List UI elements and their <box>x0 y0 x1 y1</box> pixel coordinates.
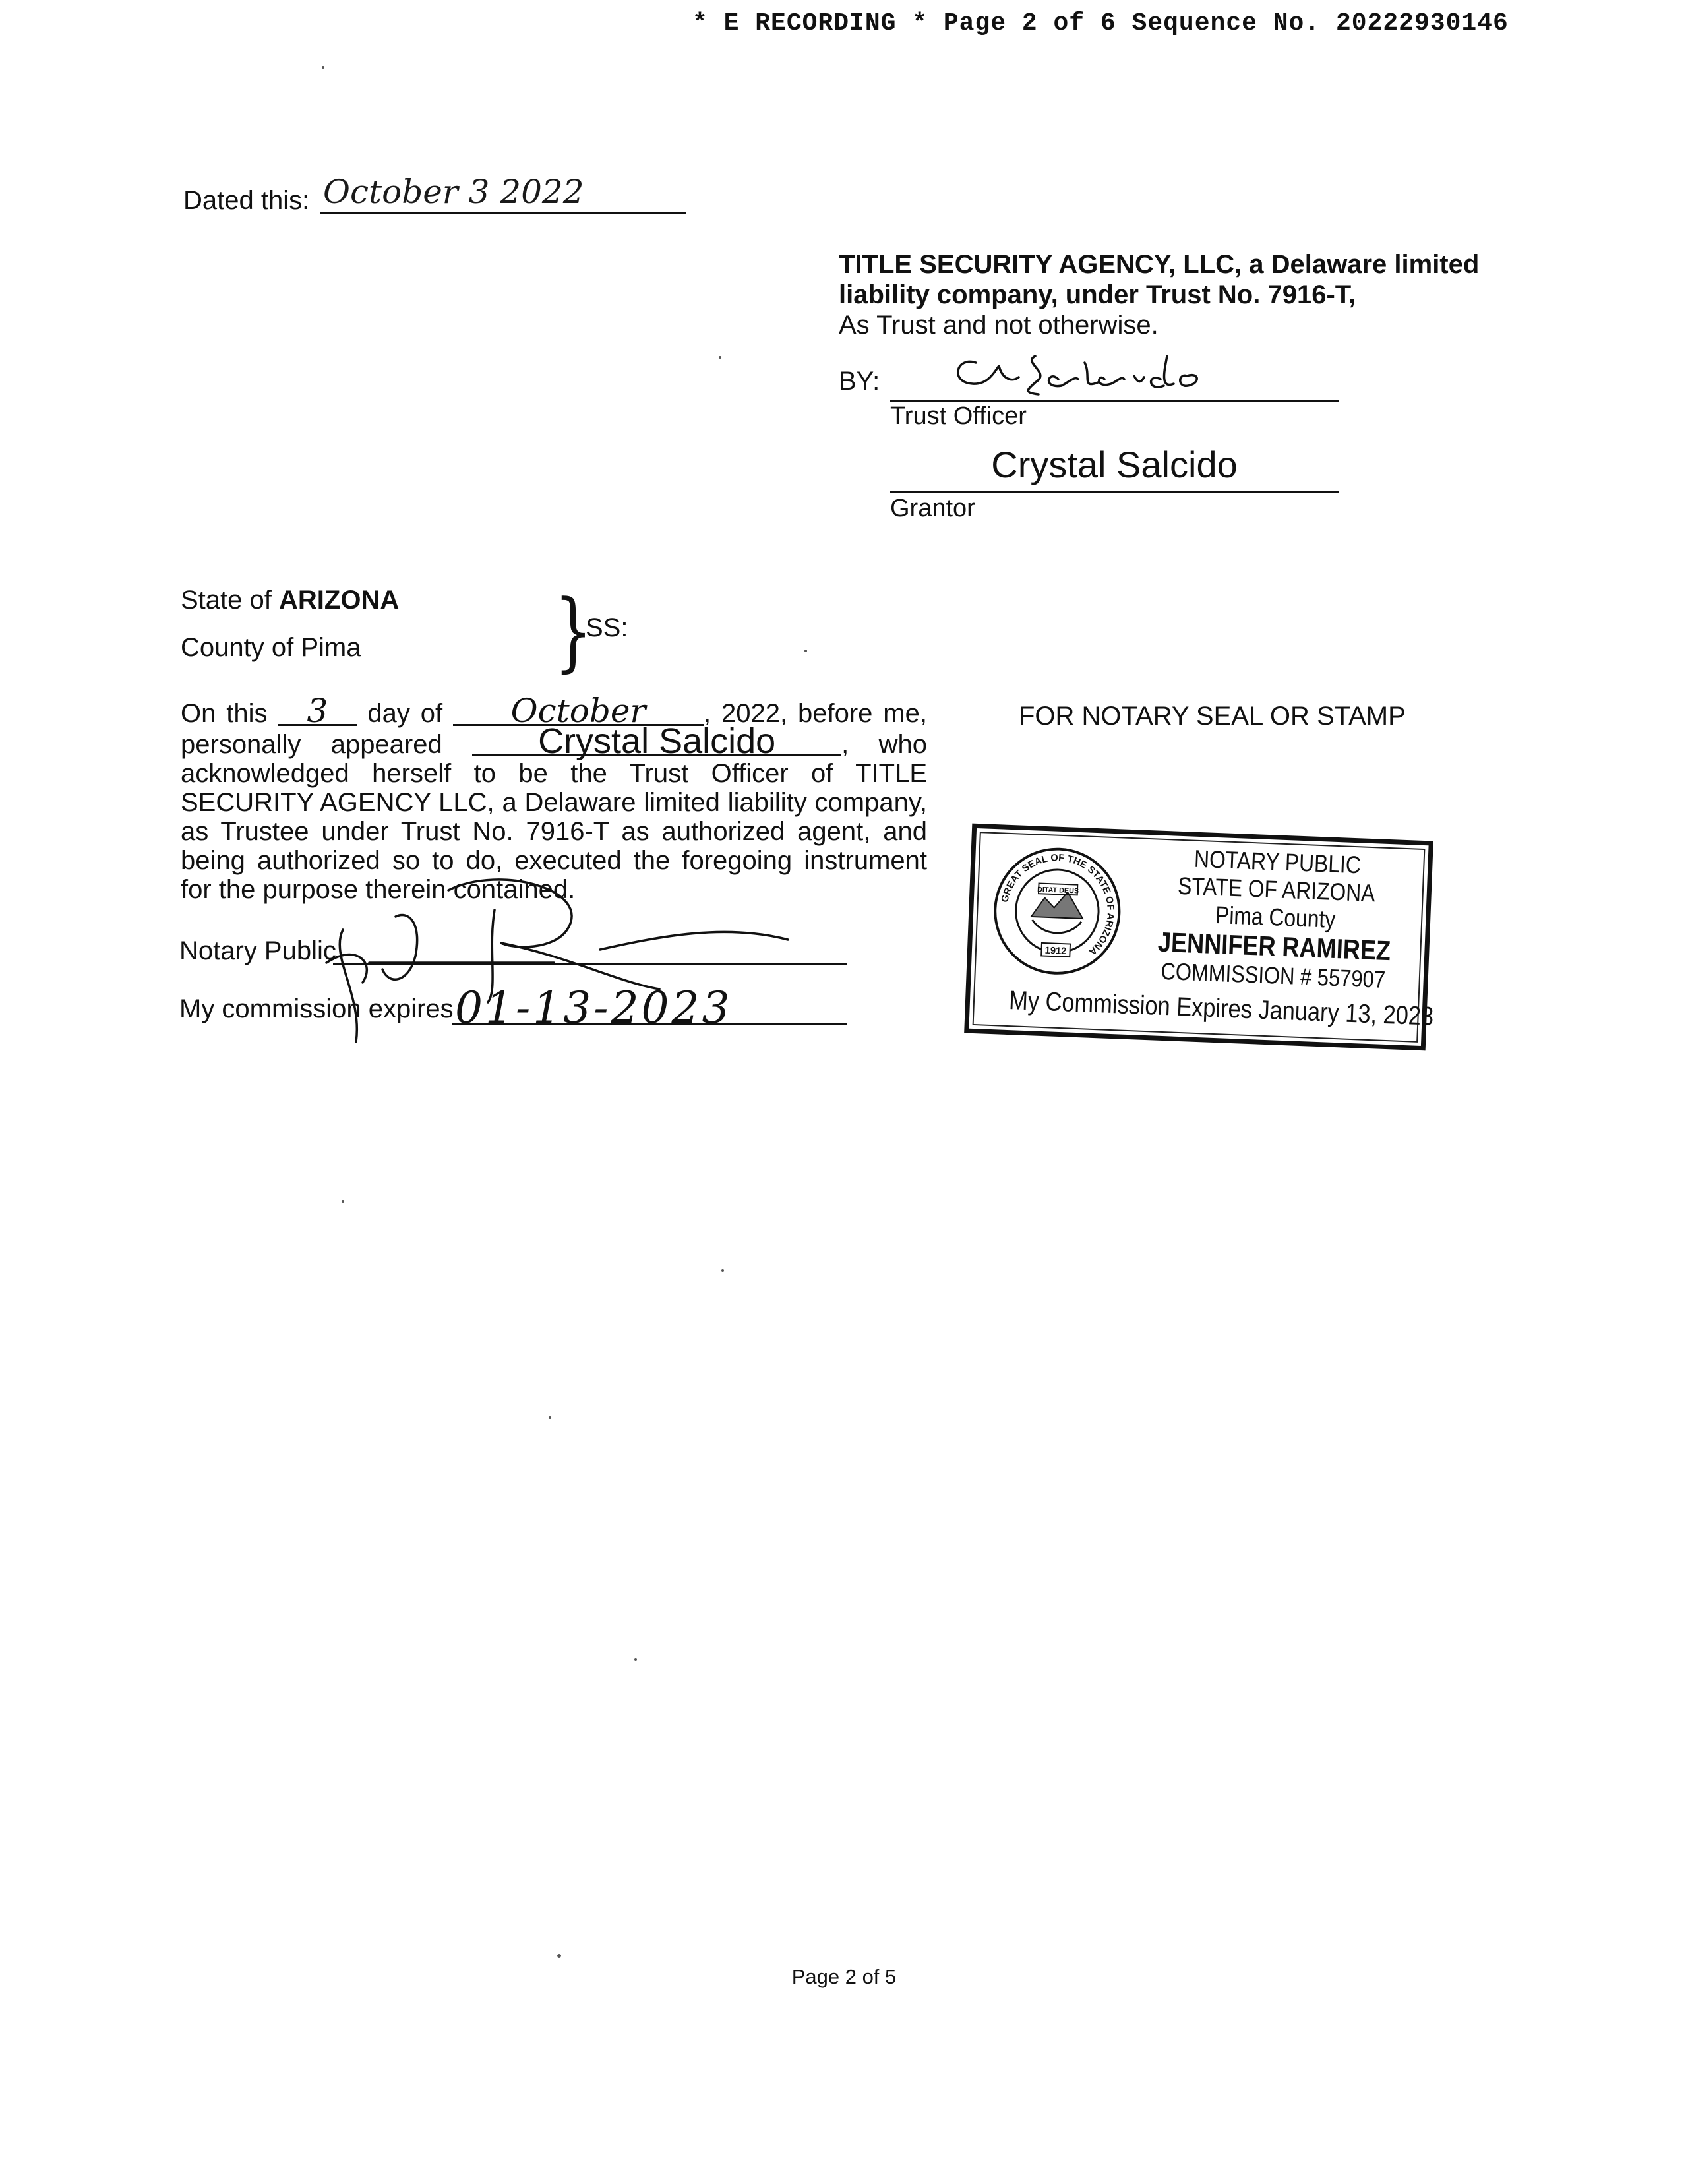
scan-speck <box>557 1954 561 1958</box>
trust-officer-signature <box>936 343 1226 402</box>
dated-handwritten-date: October 3 2022 <box>323 173 584 211</box>
state-prefix: State of <box>181 586 272 615</box>
by-signature-line <box>890 400 1339 402</box>
arizona-state-seal-icon <box>990 844 1124 978</box>
commission-handwritten-date: 01-13-2023 <box>455 983 733 1033</box>
notary-signature <box>316 870 936 1062</box>
dated-label: Dated this: <box>183 186 310 215</box>
ack-on-this: On this <box>181 699 268 728</box>
trust-line-3: As Trust and not otherwise. <box>839 311 1159 340</box>
scan-speck <box>719 356 721 359</box>
state-name: ARIZONA <box>279 586 400 615</box>
stamp-commission: COMMISSION # 557907 <box>1160 957 1386 993</box>
ack-body: acknowledged herself to be the Trust Officer of TITLE SECURITY AGENCY LLC, a Delaware limited liability company, as Trustee under Trust No. 7916-T as authorized agent, and being authorized so to do, executed the foregoing instrument for the purpose therein contained. <box>181 759 927 904</box>
scan-speck <box>804 650 807 652</box>
stamp-text-block <box>1131 843 1420 994</box>
commission-label: My commission expires <box>179 994 454 1023</box>
recording-header: * E RECORDING * Page 2 of 6 Sequence No. 20222930146 <box>692 9 1509 38</box>
grantor-name: Crystal Salcido <box>991 444 1238 485</box>
scan-speck <box>549 1416 551 1419</box>
ack-who: , who <box>841 730 927 759</box>
by-label: BY: <box>839 367 880 396</box>
scan-speck <box>721 1269 724 1272</box>
ss-label: SS: <box>586 613 628 642</box>
state-line <box>181 586 399 615</box>
seal-year: 1912 <box>1044 945 1067 957</box>
trust-block <box>839 249 1498 340</box>
trust-officer-label: Trust Officer <box>890 402 1027 430</box>
page-footer: Page 2 of 5 <box>791 1965 897 1988</box>
scan-speck <box>342 1200 344 1203</box>
stamp-notary-name: JENNIFER RAMIREZ <box>1157 926 1391 967</box>
stamp-line-3: Pima County <box>1215 901 1337 933</box>
grantor-label: Grantor <box>890 495 975 522</box>
ack-day: 3 <box>278 698 357 726</box>
trust-line-2: liability company, under Trust No. 7916-T, <box>839 280 1356 309</box>
county-line: County of Pima <box>181 633 361 662</box>
stamp-expires: My Commission Expires January 13, 2023 <box>1008 986 1434 1031</box>
seal-area-label: FOR NOTARY SEAL OR STAMP <box>1019 702 1406 731</box>
stamp-line-1: NOTARY PUBLIC <box>1193 845 1362 879</box>
ack-personally-appeared: personally appeared <box>181 730 442 759</box>
venue-brace: } <box>554 581 593 681</box>
stamp-line-2: STATE OF ARIZONA <box>1177 872 1376 907</box>
seal-ring-text: GREAT SEAL OF THE STATE OF ARIZONA <box>1000 853 1116 957</box>
notary-stamp <box>964 824 1433 1051</box>
notary-public-label: Notary Public <box>179 936 336 965</box>
grantor-line <box>890 491 1339 493</box>
ack-year: , 2022, before me, <box>703 699 927 728</box>
ack-month: October <box>453 698 704 726</box>
ack-day-of: day of <box>367 699 443 728</box>
scan-speck <box>322 66 324 69</box>
trust-line-1: TITLE SECURITY AGENCY, LLC, a Delaware limited <box>839 250 1480 279</box>
dated-underline <box>320 212 686 214</box>
ack-appeared-name: Crystal Salcido <box>472 728 841 756</box>
seal-motto: DITAT DEUS <box>1037 886 1079 895</box>
scan-speck <box>634 1658 637 1661</box>
